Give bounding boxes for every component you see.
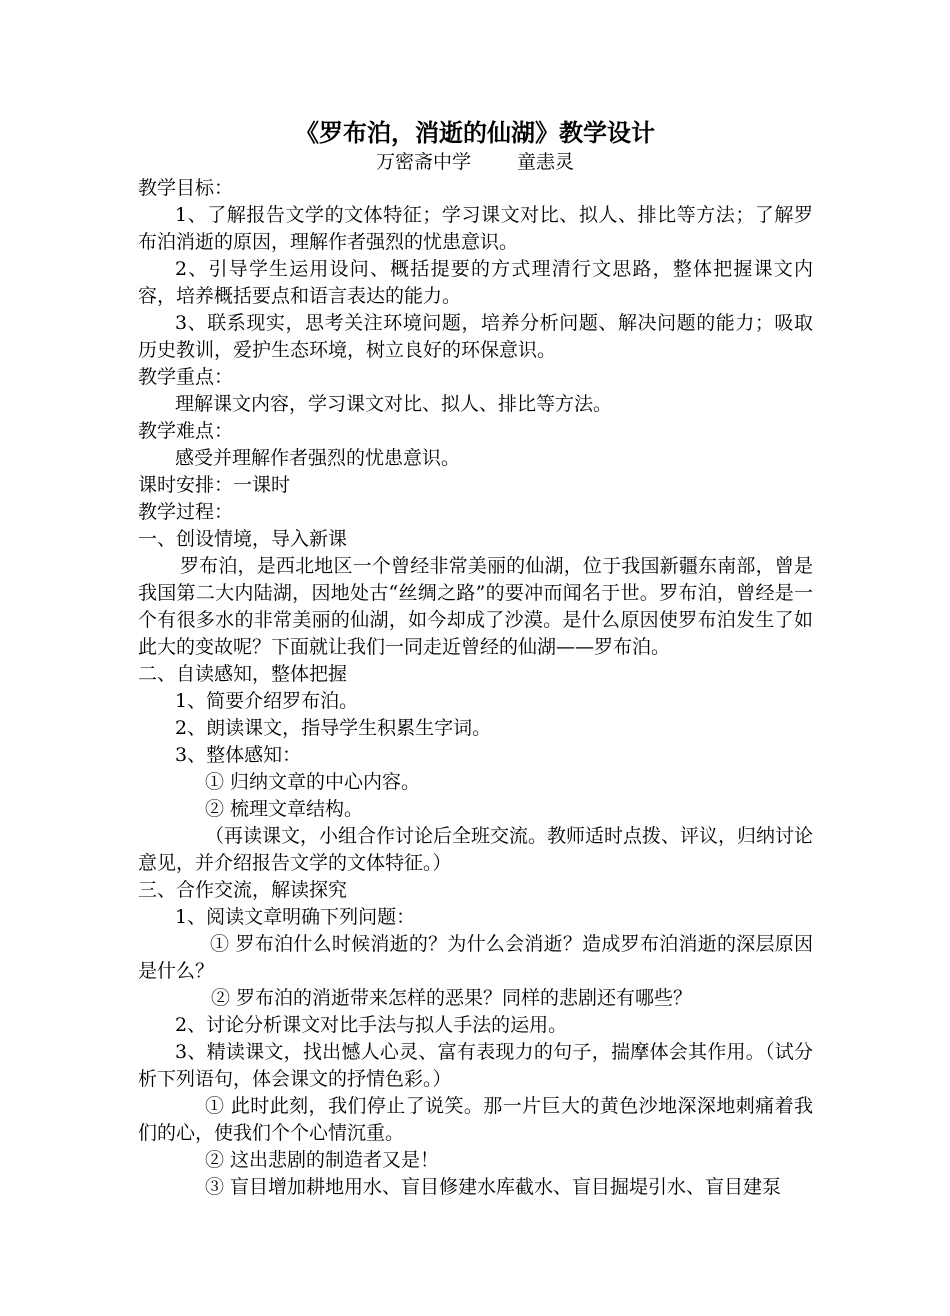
step-heading: 三、合作交流，解读探究	[138, 879, 348, 901]
step-heading: 二、自读感知，整体把握	[138, 663, 348, 685]
sub-list-item: ② 这出悲剧的制造者又是！	[205, 1149, 440, 1171]
paragraph: （再读课文，小组合作讨论后全班交流。教师适时点拨、评议，归纳讨论意见，并介绍报告文学的文体特征。）	[138, 825, 814, 874]
list-item: 2、朗读课文，指导学生积累生字词。	[175, 717, 492, 739]
paragraph: 3、联系现实，思考关注环境问题，培养分析问题、解决问题的能力；吸取历史教训，爱护生态环境，树立良好的环保意识。	[138, 312, 813, 361]
list-item: 1、简要介绍罗布泊。	[175, 690, 359, 712]
sub-list-item: ① 此时此刻，我们停止了说笑。那一片巨大的黄色沙地深深地刺痛着我们的心，使我们个个心情沉重。	[138, 1095, 813, 1144]
sub-list-item: ① 罗布泊什么时候消逝的？为什么会消逝？造成罗布泊消逝的深层原因是什么？	[138, 933, 813, 982]
sub-list-item: ③ 盲目增加耕地用水、盲目修建水库截水、盲目掘堤引水、盲目建泵	[205, 1176, 782, 1198]
list-item: 1、阅读文章明确下列问题：	[175, 906, 416, 928]
section-heading: 教学目标：	[138, 177, 234, 199]
paragraph: 2、引导学生运用设问、概括提要的方式理清行文思路，整体把握课文内容，培养概括要点和语言表达的能力。	[138, 258, 813, 307]
section-heading: 教学难点：	[138, 420, 234, 442]
sub-list-item: ① 归纳文章的中心内容。	[205, 771, 421, 793]
list-item: 3、精读课文，找出憾人心灵、富有表现力的句子，揣摩体会其作用。（试分析下列语句，体会课文的抒情色彩。）	[138, 1041, 813, 1090]
paragraph: 感受并理解作者强烈的忧患意识。	[175, 447, 461, 469]
document-body	[138, 175, 813, 1201]
section-heading: 教学过程：	[138, 501, 234, 523]
paragraph: 理解课文内容，学习课文对比、拟人、排比等方法。	[175, 393, 613, 415]
section-heading: 教学重点：	[138, 366, 234, 388]
author-name: 童恚灵	[517, 151, 575, 173]
sub-list-item: ② 罗布泊的消逝带来怎样的恶果？同样的悲剧还有哪些？	[211, 987, 693, 1009]
paragraph: 1、了解报告文学的文体特征；学习课文对比、拟人、排比等方法；了解罗布泊消逝的原因，理解作者强烈的忧患意识。	[138, 204, 813, 253]
section-heading: 课时安排：一课时	[138, 474, 291, 496]
step-heading: 一、创设情境，导入新课	[138, 528, 348, 550]
list-item: 3、整体感知：	[175, 744, 302, 766]
sub-list-item: ② 梳理文章结构。	[205, 798, 364, 820]
school-name: 万密斋中学	[375, 151, 471, 173]
list-item: 2、讨论分析课文对比手法与拟人手法的运用。	[175, 1014, 568, 1036]
document-byline	[0, 150, 950, 174]
paragraph: 罗布泊，是西北地区一个曾经非常美丽的仙湖，位于我国新疆东南部，曾是我国第二大内陆湖，因地处古“丝绸之路”的要冲而闻名于世。罗布泊，曾经是一个有很多水的非常美丽的仙湖，如今却成了沙漠。是什么原因使罗布泊发生了如此大的变故呢？下面就让我们一同走近曾经的仙湖——罗布泊。	[138, 555, 813, 658]
document-title: 《罗布泊，消逝的仙湖》教学设计	[295, 118, 655, 147]
